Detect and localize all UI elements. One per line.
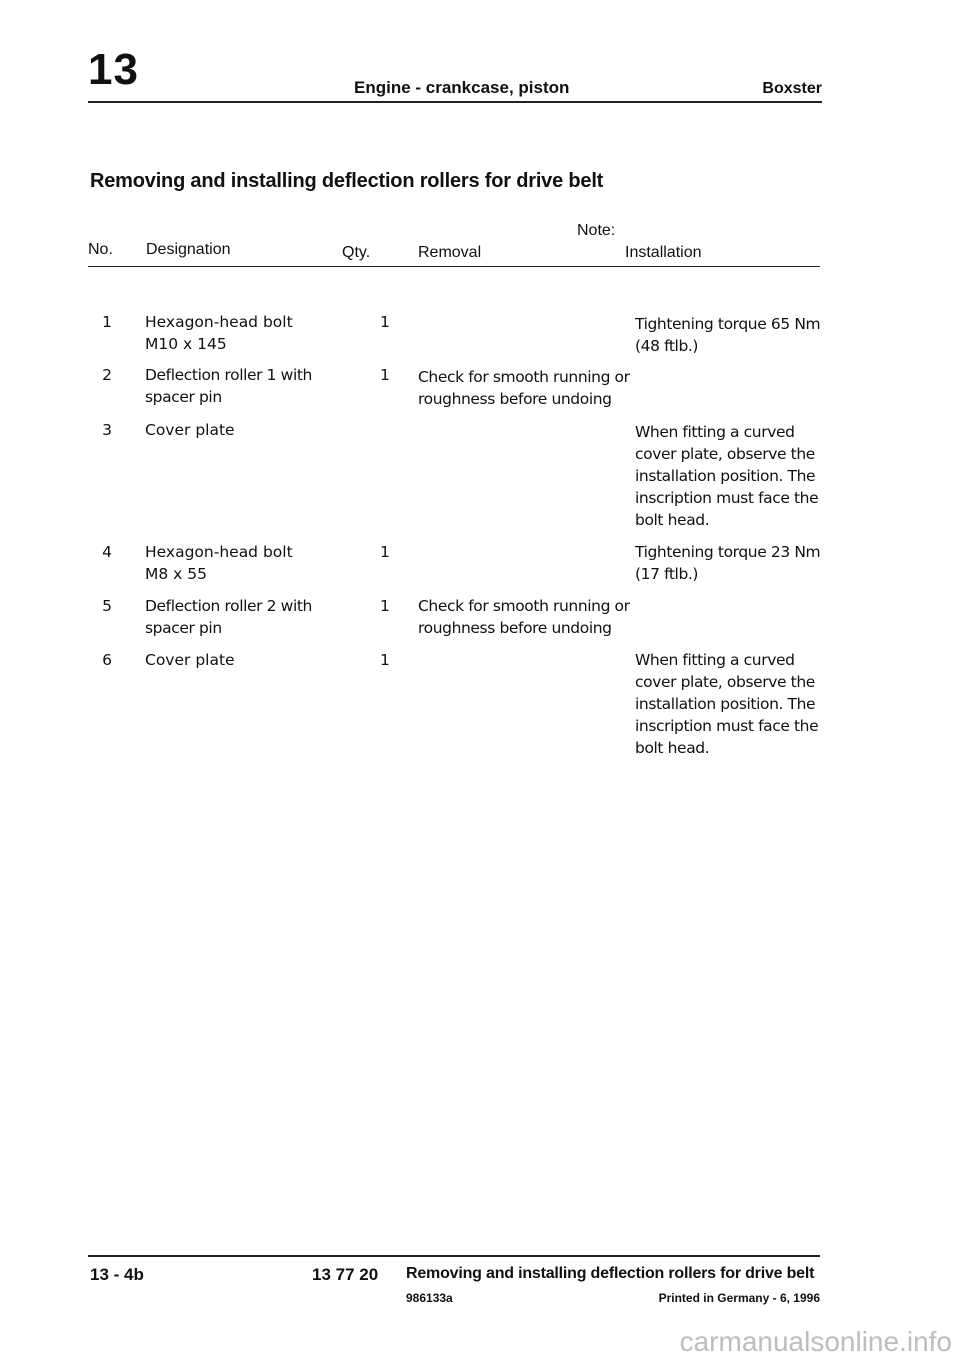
col-header-removal: Removal xyxy=(418,244,482,261)
row-removal xyxy=(418,595,630,639)
row-qty: 1 xyxy=(380,597,390,615)
col-header-qty: Qty. xyxy=(342,244,371,261)
row-designation xyxy=(145,364,312,408)
installation-line: installation position. The xyxy=(635,467,816,485)
header-model: Boxster xyxy=(762,80,822,97)
designation-line: Deflection roller 2 with xyxy=(145,597,312,615)
designation-line: M8 x 55 xyxy=(145,565,207,583)
installation-line: inscription must face the xyxy=(635,717,819,735)
chapter-number: 13 xyxy=(88,45,139,94)
row-designation xyxy=(145,419,235,441)
designation-line: spacer pin xyxy=(145,619,222,637)
installation-line: cover plate, observe the xyxy=(635,673,815,691)
removal-line: Check for smooth running or xyxy=(418,368,630,386)
installation-line: installation position. The xyxy=(635,695,816,713)
row-installation xyxy=(635,541,820,585)
row-qty: 1 xyxy=(380,651,390,669)
designation-line: Cover plate xyxy=(145,421,235,439)
designation-line: M10 x 145 xyxy=(145,335,227,353)
row-installation xyxy=(635,421,818,531)
col-header-designation: Designation xyxy=(146,241,231,258)
row-no: 5 xyxy=(102,597,112,615)
removal-line: Check for smooth running or xyxy=(418,597,630,615)
row-installation xyxy=(635,649,818,759)
row-no: 3 xyxy=(102,421,112,439)
installation-line: (17 ftlb.) xyxy=(635,565,699,583)
row-no: 2 xyxy=(102,366,112,384)
footer-doc-number: 986133a xyxy=(406,1291,453,1305)
removal-line: roughness before undoing xyxy=(418,619,612,637)
installation-line: bolt head. xyxy=(635,739,710,757)
installation-line: When fitting a curved xyxy=(635,423,795,441)
installation-line: When fitting a curved xyxy=(635,651,795,669)
row-removal xyxy=(418,366,630,410)
row-designation xyxy=(145,595,312,639)
watermark-text: carmanualsonline.info xyxy=(679,1326,952,1357)
designation-line: Cover plate xyxy=(145,651,235,669)
footer-code: 13 77 20 xyxy=(312,1265,379,1284)
installation-line: inscription must face the xyxy=(635,489,819,507)
installation-line: bolt head. xyxy=(635,511,710,529)
row-designation xyxy=(145,311,293,355)
row-no: 6 xyxy=(102,651,112,669)
installation-line: (48 ftlb.) xyxy=(635,337,699,355)
row-qty: 1 xyxy=(380,543,390,561)
removal-line: roughness before undoing xyxy=(418,390,612,408)
row-designation xyxy=(145,541,293,585)
footer-page-number: 13 - 4b xyxy=(90,1265,144,1284)
row-qty: 1 xyxy=(380,366,390,384)
designation-line: spacer pin xyxy=(145,388,222,406)
row-no: 4 xyxy=(102,543,112,561)
page-title: Removing and installing deflection rollers for drive belt xyxy=(90,170,604,192)
designation-line: Deflection roller 1 with xyxy=(145,366,312,384)
row-qty: 1 xyxy=(380,313,390,331)
row-installation xyxy=(635,313,820,357)
row-no: 1 xyxy=(102,313,112,331)
col-header-installation: Installation xyxy=(625,244,702,261)
installation-line: Tightening torque 23 Nm xyxy=(635,543,821,561)
col-header-no: No. xyxy=(88,241,113,258)
designation-line: Hexagon-head bolt xyxy=(145,313,293,331)
installation-line: Tightening torque 65 Nm xyxy=(635,315,821,333)
installation-line: cover plate, observe the xyxy=(635,445,815,463)
footer-title: Removing and installing deflection rollers for drive belt xyxy=(406,1265,815,1282)
note-label: Note: xyxy=(577,222,616,239)
footer-printed: Printed in Germany - 6, 1996 xyxy=(658,1291,820,1305)
footer-rule xyxy=(88,1255,820,1257)
table-header-rule xyxy=(88,266,820,267)
row-designation xyxy=(145,649,235,671)
header-title: Engine - crankcase, piston xyxy=(354,78,570,97)
designation-line: Hexagon-head bolt xyxy=(145,543,293,561)
header-rule xyxy=(88,101,822,103)
